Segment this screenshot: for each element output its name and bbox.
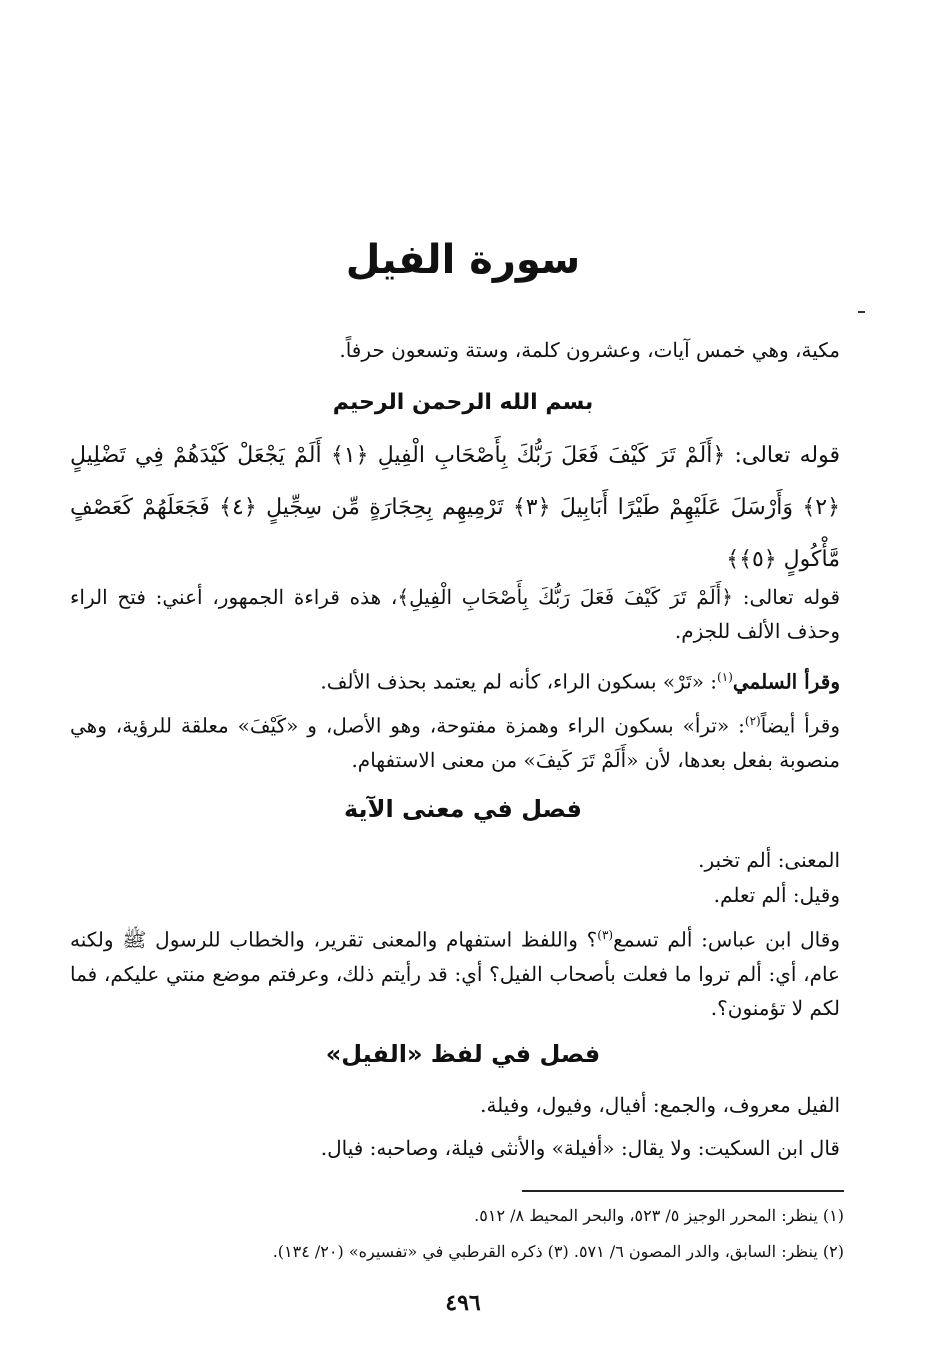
fil-line-2: قال ابن السكيت: ولا يقال: «أفيلة» والأنثى فيلة، وصاحبه: فيال. [320,1136,840,1160]
surah-intro: مكية، وهي خمس آيات، وعشرون كلمة، وستة وتسعون حرفاً. [339,338,840,362]
section-heading-word: فصل في لفظ «الفيل» [325,1040,601,1068]
basmala: بسم الله الرحمن الرحيم [332,390,594,415]
paragraph-text: : «ترأ» بسكون الراء وهمزة مفتوحة، وهو الأصل، و «كَيْفَ» معلقة للرؤية، وهي منصوبة بفعل بعدها، لأن «أَلَمْ تَرَ كَيفَ» من معنى الاستفهام. [70,713,840,772]
page-title: سورة الفيل [345,237,581,283]
footnote-2: (٢) ينظر: السابق، والدر المصون ٦/ ٥٧١. (٣) ذكره القرطبي في «تفسيره» (٢٠/ ١٣٤). [272,1242,844,1261]
margin-mark [858,311,865,313]
footnote-ref-1: (١) [717,670,733,684]
reader-name: وقرأ السلمي [732,669,840,694]
footnote-ref-2: (٢) [744,714,761,728]
commentary-paragraph-2 [70,660,840,699]
footnote-divider [522,1190,844,1192]
section-heading-meaning: فصل في معنى الآية [344,795,582,823]
paragraph-lead: وقرأ أيضاً [760,713,840,738]
meaning-line-1: المعنى: ألم تخبر. [698,848,840,872]
paragraph-text: : «تَرْ» بسكون الراء، كأنه لم يعتمد بحذف الألف. [320,669,718,694]
quran-passage: قوله تعالى: ﴿أَلَمْ تَرَ كَيْفَ فَعَلَ رَبُّكَ بِأَصْحَابِ الْفِيلِ ﴿١﴾ أَلَمْ يَجْعَلْ كَيْدَهُمْ فِي تَضْلِيلٍ ﴿٢﴾ وَأَرْسَلَ عَلَيْهِمْ طَيْرًا أَبَابِيلَ ﴿٣﴾ تَرْمِيهِم بِحِجَارَةٍ مِّن سِجِّيلٍ ﴿٤﴾ فَجَعَلَهُمْ كَعَصْفٍ مَّأْكُولٍ ﴿٥﴾﴾ [70,443,841,572]
footnote-ref-3: (٣) [597,928,614,942]
footnote-1: (١) ينظر: المحرر الوجيز ٥/ ٥٢٣، والبحر المحيط ٨/ ٥١٢. [474,1206,844,1225]
fil-line-1: الفيل معروف، والجمع: أفيال، وفيول، وفيلة. [480,1093,840,1117]
ibn-abbas-paragraph [70,918,840,1025]
commentary-paragraph-1: قوله تعالى: ﴿أَلَمْ تَرَ كَيْفَ فَعَلَ رَبُّكَ بِأَصْحَابِ الْفِيلِ﴾، هذه قراءة الجمهور، أعني: فتح الراء وحذف الألف للجزم. [70,585,840,643]
paragraph-text: ؟ واللفظ استفهام والمعنى تقرير، والخطاب للرسول ﷺ ولكنه عام، أي: ألم تروا ما فعلت بأصحاب الفيل؟ أي: قد رأيتم ذلك، وعرفتم موضع منتي عليكم، فما لكم لا تؤمنون؟. [70,927,840,1020]
commentary-paragraph-3 [70,704,840,777]
meaning-line-2: وقيل: ألم تعلم. [713,883,840,907]
paragraph-lead: وقال ابن عباس: ألم تسمع [613,927,840,952]
page-number: ٤٩٦ [445,1290,481,1316]
